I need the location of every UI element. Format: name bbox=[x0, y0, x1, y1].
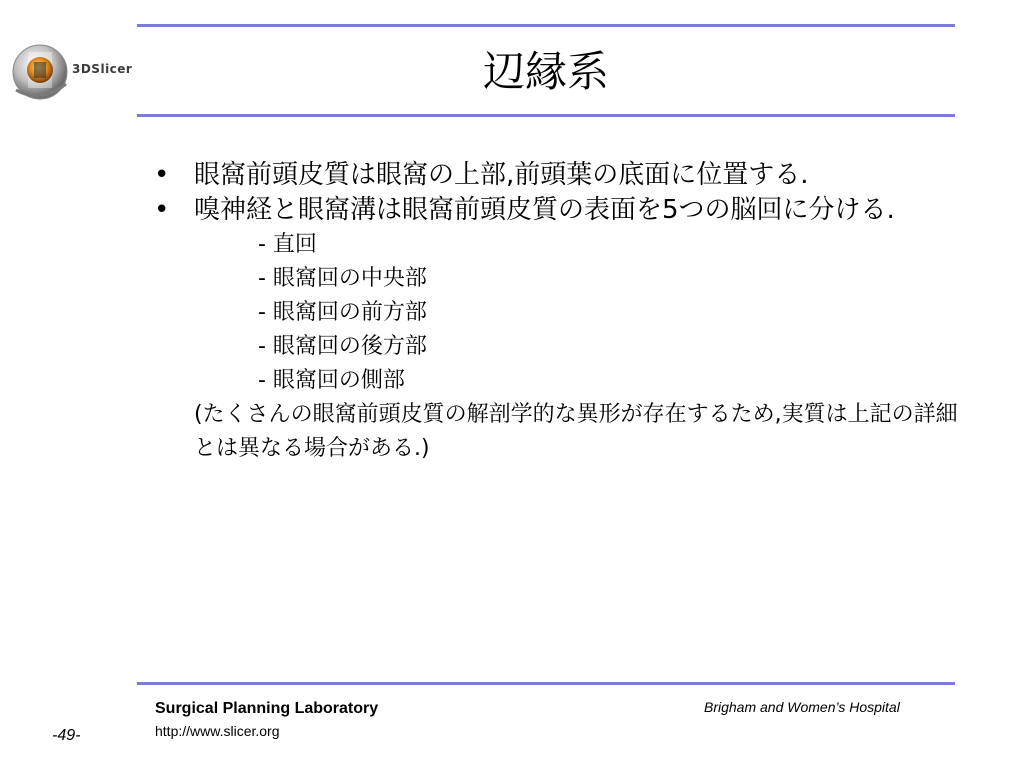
slide-content bbox=[150, 158, 960, 466]
footer-hospital: Brigham and Women’s Hospital bbox=[704, 699, 900, 715]
footer-rule bbox=[137, 682, 955, 685]
bullet-item bbox=[150, 158, 960, 193]
sub-item: - 眼窩回の後方部 bbox=[258, 334, 427, 359]
footer-url[interactable]: http://www.slicer.org bbox=[155, 723, 280, 739]
logo-text: 3DSlicer bbox=[72, 62, 133, 76]
header-bottom-rule bbox=[137, 114, 955, 117]
slide-title: 辺縁系 bbox=[482, 47, 609, 96]
sub-item: - 眼窩回の前方部 bbox=[258, 300, 427, 325]
bullet-item bbox=[150, 193, 960, 228]
page-number: -49- bbox=[52, 727, 81, 744]
footer-lab-name: Surgical Planning Laboratory bbox=[155, 700, 379, 717]
header-top-rule bbox=[137, 24, 955, 27]
slicer-logo-icon bbox=[6, 38, 76, 108]
bullet-text: 嗅神経と眼窩溝は眼窩前頭皮質の表面を5つの脳回に分ける. bbox=[194, 195, 895, 225]
slicer-logo bbox=[6, 38, 146, 108]
sub-item: - 眼窩回の側部 bbox=[258, 368, 405, 393]
bullet-icon: • bbox=[154, 195, 170, 225]
bullet-text: 眼窩前頭皮質は眼窩の上部,前頭葉の底面に位置する. bbox=[194, 160, 809, 190]
sub-item: - 眼窩回の中央部 bbox=[258, 266, 427, 291]
bullet-icon: • bbox=[154, 160, 170, 190]
note-text: (たくさんの眼窩前頭皮質の解剖学的な異形が存在するため,実質は上記の詳細とは異なる場合がある.) bbox=[194, 402, 958, 461]
sub-item: - 直回 bbox=[258, 232, 317, 257]
